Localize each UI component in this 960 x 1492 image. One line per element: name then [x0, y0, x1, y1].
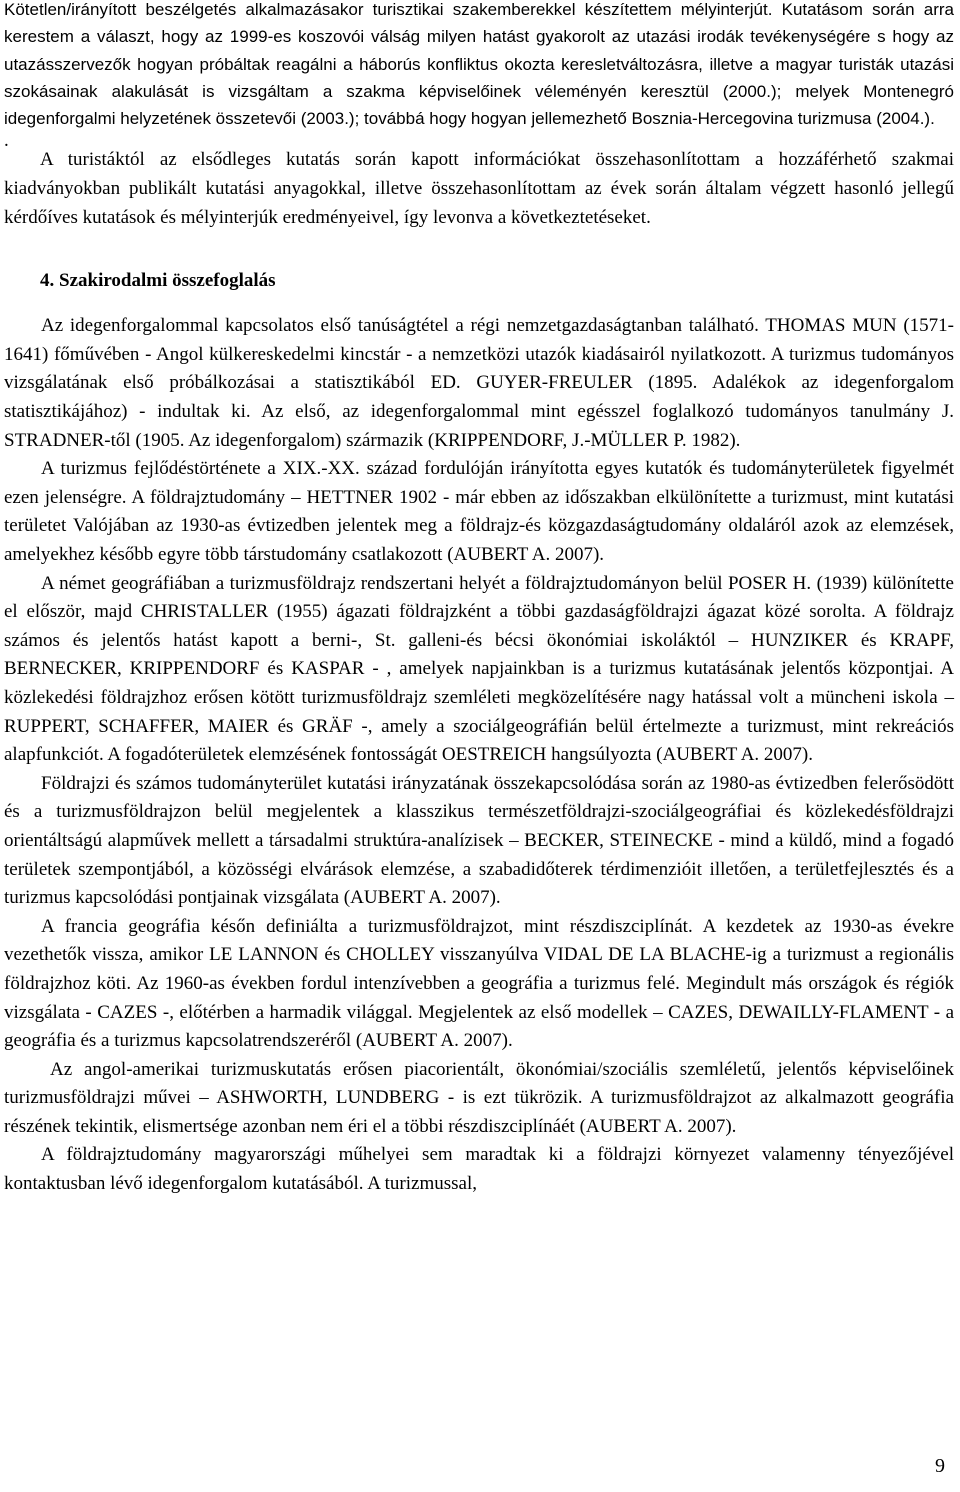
- paragraph-1980s-research: Földrajzi és számos tudományterület kutatási irányzatának összekapcsolódása során az 1980-as évtizedben felerősödött és a turizmusföldrajzon belül megjelentek a klasszikus természetföldrajzi-szociálgeográfiai és közlekedésföldrajzi orientáltságú alapművek mellett a társadalmi struktúra-analízisek – BECKER, STEINECKE - mind a küldő, mind a fogadó területek szempontjából, a közösségi elvárások elemzése, a szabadidőterek térdimenzióit illetően, a területfejlesztés és a turizmus kapcsolódási pontjainak vizsgálata (AUBERT A. 2007).: [4, 772, 954, 909]
- stray-dot: .: [4, 130, 9, 152]
- page-number: 9: [935, 1455, 945, 1477]
- intro-paragraph: Kötetlen/irányított beszélgetés alkalmazásakor turisztikai szakemberekkel készítettem mélyinterjút. Kutatásom során arra kerestem a választ, hogy az 1999-es koszovói válság milyen hatást gyakorolt az utazási irodák tevékenységére s hogy az utazásszervezők hogyan próbáltak reagálni a háborús konfliktus okozta keresletváltozásra, illetve a magyar turisták utazási szokásainak alakulását is vizsgáltam a szakma képviselőinek véleményén keresztül (2000.); melyek Montenegró idegenforgalmi helyzetének összetevői (2003.); továbbá hogy hogyan jellemezhető Bosznia-Hercegovina turizmusa (2004.).: [4, 0, 954, 129]
- paragraph-anglo-american: Az angol-amerikai turizmuskutatás erősen piacorientált, ökonómiai/szociális szemléletű, jelentős képviselőinek turizmusföldrajzi művei – ASHWORTH, LUNDBERG - is ezt tükrözik. A turizmusföldrajzot az alkalmazott geográfia részének tekintik, elismertsége azonban nem éri el a többi részdiszciplínáét (AUBERT A. 2007).: [4, 1058, 954, 1137]
- paragraph-first-testimony: Az idegenforgalommal kapcsolatos első tanúságtétel a régi nemzetgazdaságtanban található. THOMAS MUN (1571-1641) főművében - Angol külkereskedelmi kincstár - a nemzetközi utazók kiadásairól nyilatkozott. A turizmus tudományos vizsgálatának első próbálkozásai a statisztikából ED. GUYER-FREULER (1895. Adalékok az idegenforgalom statisztikájához) - indultak ki. Az első, az idegenforgalommal mint egésszel foglalkozó tudományos tanulmány J. STRADNER-től (1905. Az idegenforgalom) származik (KRIPPENDORF, J.-MÜLLER P. 1982).: [4, 315, 954, 451]
- paragraph-german-geography: A német geográfiában a turizmusföldrajz rendszertani helyét a földrajztudományon belül POSER H. (1939) különítette el először, majd CHRISTALLER (1955) ágazati földrajzként a többi gazdaságföldrajzi ágazat közé sorolta. A földrajz számos és jelentős hatást kapott a berni-, St. galleni-és bécsi ökonómiai iskoláktól – HUNZIKER és KRAPF, BERNECKER, KRIPPENDORF és KASPAR - , amelyek napjainkban is a turizmus kutatásának jelentős központjai. A közlekedési földrajzhoz erősen kötött turizmusföldrajz szemléleti megközelítésére nagy hatással volt a müncheni iskola – RUPPERT, SCHAFFER, MAIER és GRÄF -, amely a szociálgeográfián belül értelmezte a turizmust, mint rekreációs alapfunkciót. A fogadóterületek elemzésének fontosságát OESTREICH hangsúlyozta (AUBERT A. 2007).: [4, 572, 954, 766]
- paragraph-tourism-history: A turizmus fejlődéstörténete a XIX.-XX. század fordulóján irányította egyes kutatók és tudományterületek figyelmét ezen jelenségre. A földrajztudomány – HETTNER 1902 - már ebben az időszakban elkülönítette a turizmust, mint kutatási területet Valójában az 1930-as évtizedben jelentek meg a földrajz-és közgazdaságtudomány oldaláról azok az elemzések, amelyekhez később egyre több társtudomány csatlakozott (AUBERT A. 2007).: [4, 458, 954, 566]
- document-page: [4, 0, 954, 1199]
- section-heading: 4. Szakirodalmi összefoglalás: [40, 270, 276, 292]
- comparison-paragraph: A turistáktól az elsődleges kutatás során kapott információkat összehasonlítottam a hozzáférhető szakmai kiadványokban publikált kutatási anyagokkal, illetve összehasonlítottam az évek során általam végzett hasonló jellegű kérdőíves kutatások és mélyinterjúk eredményeivel, így levonva a következtetéseket.: [4, 149, 954, 228]
- paragraph-hungarian-workshops: A földrajztudomány magyarországi műhelyei sem maradtak ki a földrajzi környezet valamenny tényezőjével kontaktusban lévő idegenforgalom kutatásából. A turizmussal,: [4, 1144, 954, 1195]
- paragraph-french-geography: A francia geográfia későn definiálta a turizmusföldrajzot, mint részdiszciplínát. A kezdetek az 1930-as évekre vezethetők vissza, amikor LE LANNON és CHOLLEY visszanyúlva VIDAL DE LA BLACHE-ig a turizmust a regionális földrajzhoz köti. Az 1960-as években fordul intenzívebben a geográfia a turizmus felé. Megindult más országok és régiók vizsgálata - CAZES -, előtérben a harmadik világgal. Megjelentek az első modellek – CAZES, DEWAILLY-FLAMENT - a geográfia és a turizmus kapcsolatrendszeréről (AUBERT A. 2007).: [4, 915, 954, 1052]
